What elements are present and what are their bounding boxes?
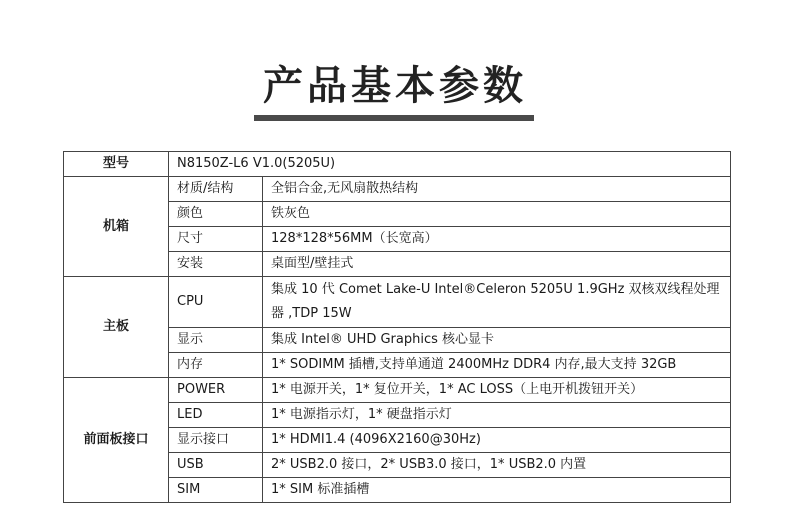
mainboard-label: 主板 xyxy=(64,277,169,378)
param-name: 尺寸 xyxy=(169,227,263,252)
param-name: USB xyxy=(169,453,263,478)
param-value: 1* HDMI1.4 (4096X2160@30Hz) xyxy=(263,428,731,453)
param-value: 桌面型/壁挂式 xyxy=(263,252,731,277)
model-value: N8150Z-L6 V1.0(5205U) xyxy=(169,152,731,177)
param-value: 集成 Intel® UHD Graphics 核心显卡 xyxy=(263,328,731,353)
param-name: POWER xyxy=(169,378,263,403)
param-value: 1* 电源指示灯，1* 硬盘指示灯 xyxy=(263,403,731,428)
param-value: 集成 10 代 Comet Lake-U Intel®Celeron 5205U 1.9GHz 双核双线程处理器 ,TDP 15W xyxy=(263,277,731,328)
param-value: 1* SIM 标准插槽 xyxy=(263,478,731,503)
param-name: LED xyxy=(169,403,263,428)
table-row xyxy=(64,277,731,328)
param-name: 内存 xyxy=(169,353,263,378)
title-underline xyxy=(254,115,534,121)
param-value: 1* SODIMM 插槽,支持单通道 2400MHz DDR4 内存,最大支持 32GB xyxy=(263,353,731,378)
page-title: 产品基本参数 xyxy=(263,63,527,109)
param-name: SIM xyxy=(169,478,263,503)
param-value: 铁灰色 xyxy=(263,202,731,227)
param-name: 安装 xyxy=(169,252,263,277)
param-value: 全铝合金,无风扇散热结构 xyxy=(263,177,731,202)
param-name: 显示 xyxy=(169,328,263,353)
param-value: 2* USB2.0 接口，2* USB3.0 接口，1* USB2.0 内置 xyxy=(263,453,731,478)
front-panel-label: 前面板接口 xyxy=(64,378,169,503)
param-value: 128*128*56MM（长宽高） xyxy=(263,227,731,252)
param-value: 1* 电源开关，1* 复位开关，1* AC LOSS（上电开机拨钮开关） xyxy=(263,378,731,403)
table-row xyxy=(64,378,731,403)
table-row-model xyxy=(64,152,731,177)
param-name: 显示接口 xyxy=(169,428,263,453)
param-name: 颜色 xyxy=(169,202,263,227)
spec-table xyxy=(63,151,731,503)
chassis-label: 机箱 xyxy=(64,177,169,277)
table-row xyxy=(64,177,731,202)
model-label: 型号 xyxy=(64,152,169,177)
param-name: CPU xyxy=(169,277,263,328)
param-name: 材质/结构 xyxy=(169,177,263,202)
